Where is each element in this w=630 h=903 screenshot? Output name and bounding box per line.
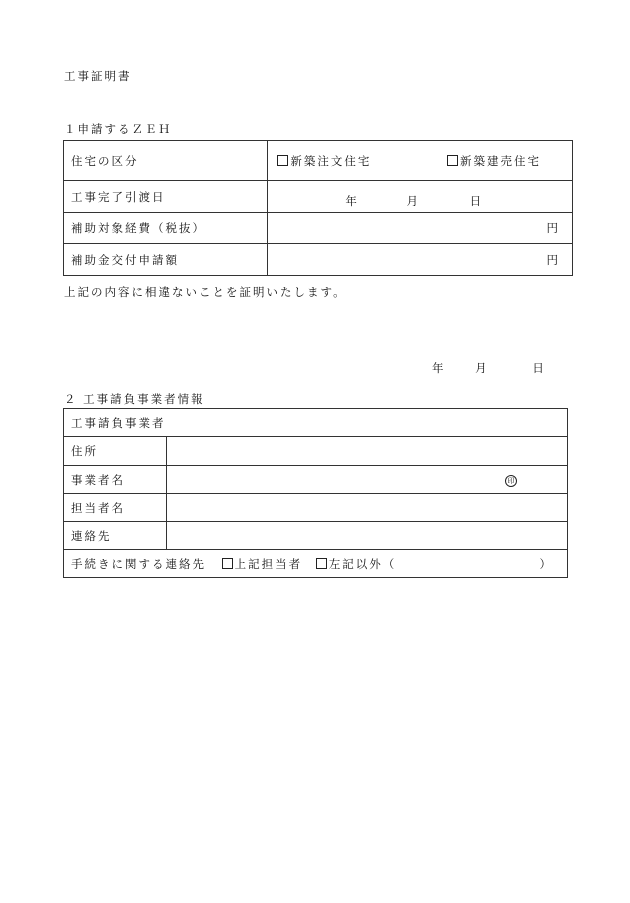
section2-heading: ２ 工事請負事業者情報	[64, 392, 205, 406]
checkbox-icon[interactable]	[222, 558, 233, 569]
checkbox-icon[interactable]	[316, 558, 327, 569]
grant-amount-field[interactable]	[268, 244, 573, 276]
month-unit: 月	[475, 361, 487, 375]
housing-category-options	[268, 141, 573, 181]
address-label: 住所	[64, 437, 167, 466]
section1-heading: １申請するＺＥＨ	[64, 122, 172, 136]
person-in-charge-field[interactable]	[166, 494, 567, 522]
housing-category-label: 住宅の区分	[64, 141, 268, 181]
checkbox-icon[interactable]	[277, 155, 288, 166]
yen-unit: 円	[546, 252, 558, 267]
address-field[interactable]	[166, 437, 567, 466]
contact-label: 連絡先	[64, 522, 167, 550]
eligible-cost-field[interactable]	[268, 213, 573, 244]
grant-amount-label: 補助金交付申請額	[64, 244, 268, 276]
day-unit: 日	[532, 361, 544, 375]
business-name-field[interactable]	[166, 466, 567, 494]
checkbox-icon[interactable]	[447, 155, 458, 166]
eligible-cost-label: 補助対象経費（税抜）	[64, 213, 268, 244]
contractor-table	[63, 408, 568, 578]
business-name-label: 事業者名	[64, 466, 167, 494]
option-above-person[interactable]: 上記担当者	[222, 557, 303, 571]
year-unit: 年	[345, 193, 357, 208]
contact-field[interactable]	[166, 522, 567, 550]
new-custom-house-option[interactable]: 新築注文住宅	[277, 154, 371, 168]
close-paren: ）	[539, 557, 553, 571]
new-ready-built-house-option[interactable]: 新築建売住宅	[447, 154, 541, 168]
seal-icon: 印	[505, 475, 517, 487]
option-other[interactable]: 左記以外（	[316, 557, 397, 571]
yen-unit: 円	[546, 221, 558, 235]
completion-date-field[interactable]	[268, 181, 573, 213]
procedure-contact-row	[64, 550, 568, 578]
contractor-header: 工事請負事業者	[64, 409, 568, 437]
completion-date-label: 工事完了引渡日	[64, 181, 268, 213]
procedure-contact-label: 手続きに関する連絡先	[71, 556, 206, 571]
document-title: 工事証明書	[64, 69, 132, 83]
zeh-table	[63, 140, 573, 276]
year-unit: 年	[432, 361, 444, 375]
month-unit: 月	[406, 193, 418, 208]
certification-statement: 上記の内容に相違ないことを証明いたします。	[64, 285, 347, 299]
day-unit: 日	[469, 193, 482, 208]
certification-date[interactable]	[432, 360, 544, 376]
person-in-charge-label: 担当者名	[64, 494, 167, 522]
